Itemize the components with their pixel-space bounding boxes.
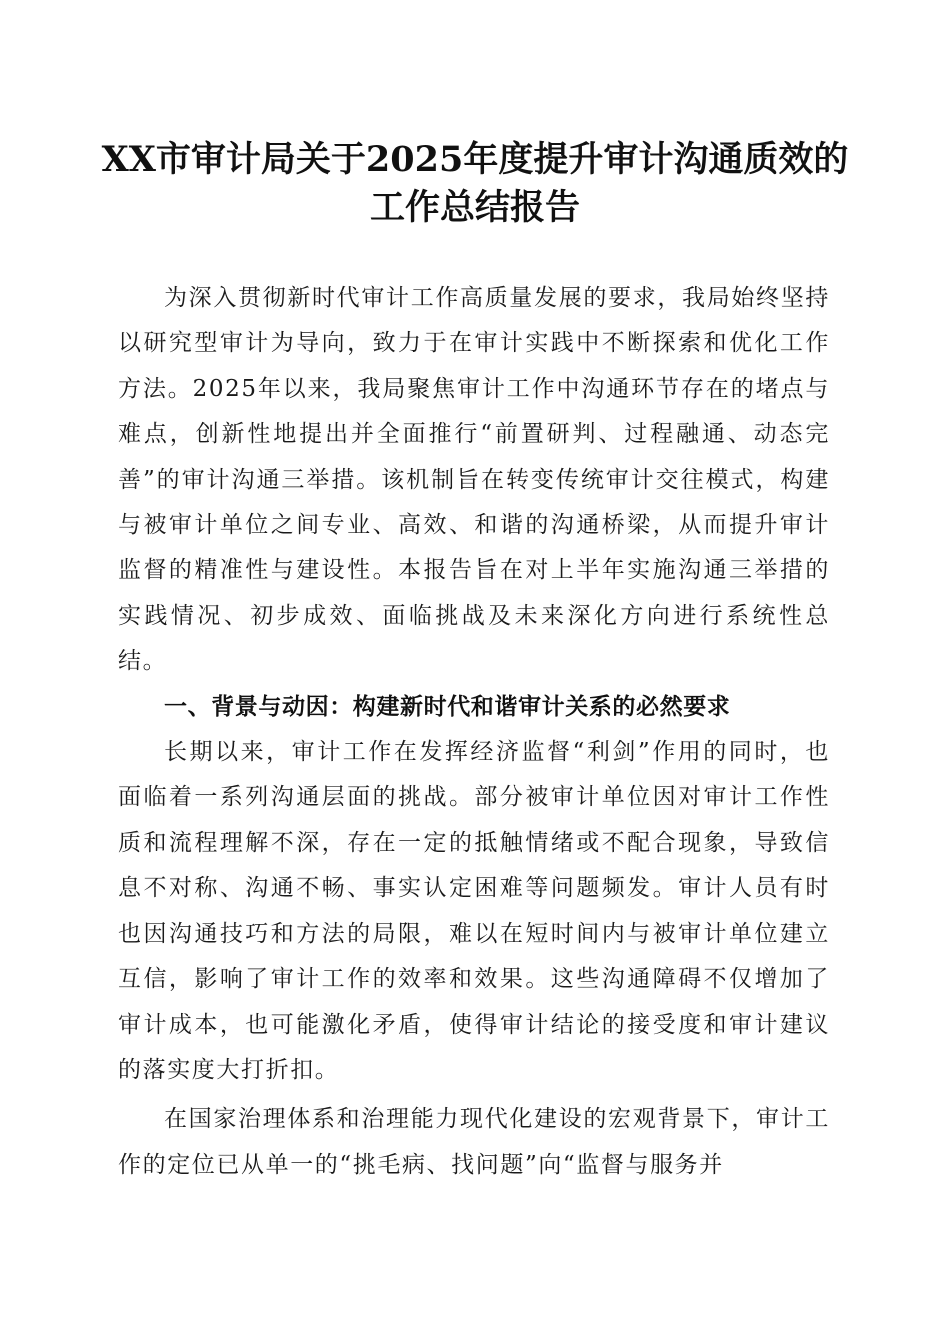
section-1-heading: 一、背景与动因：构建新时代和谐审计关系的必然要求	[164, 693, 731, 720]
document-body	[118, 276, 830, 1188]
section-1-paragraph-2: 在国家治理体系和治理能力现代化建设的宏观背景下，审计工作的定位已从单一的“挑毛病、找问题”向“监督与服务并	[118, 1106, 830, 1178]
section-1-paragraph-1: 长期以来，审计工作在发挥经济监督“利剑”作用的同时，也面临着一系列沟通层面的挑战。部分被审计单位因对审计工作性质和流程理解不深，存在一定的抵触情绪或不配合现象，导致信息不对称、沟通不畅、事实认定困难等问题频发。审计人员有时也因沟通技巧和方法的局限，难以在短时间内与被审计单位建立互信，影响了审计工作的效率和效果。这些沟通障碍不仅增加了审计成本，也可能激化矛盾，使得审计结论的接受度和审计建议的落实度大打折扣。	[118, 739, 830, 1083]
document-title: XX市审计局关于2025年度提升审计沟通质效的工作总结报告	[101, 139, 849, 228]
intro-paragraph: 为深入贯彻新时代审计工作高质量发展的要求，我局始终坚持以研究型审计为导向，致力于在审计实践中不断探索和优化工作方法。2025年以来，我局聚焦审计工作中沟通环节存在的堵点与难点，创新性地提出并全面推行“前置研判、过程融通、动态完善”的审计沟通三举措。该机制旨在转变传统审计交往模式，构建与被审计单位之间专业、高效、和谐的沟通桥梁，从而提升审计监督的精准性与建设性。本报告旨在对上半年实施沟通三举措的实践情况、初步成效、面临挑战及未来深化方向进行系统性总结。	[118, 285, 830, 675]
